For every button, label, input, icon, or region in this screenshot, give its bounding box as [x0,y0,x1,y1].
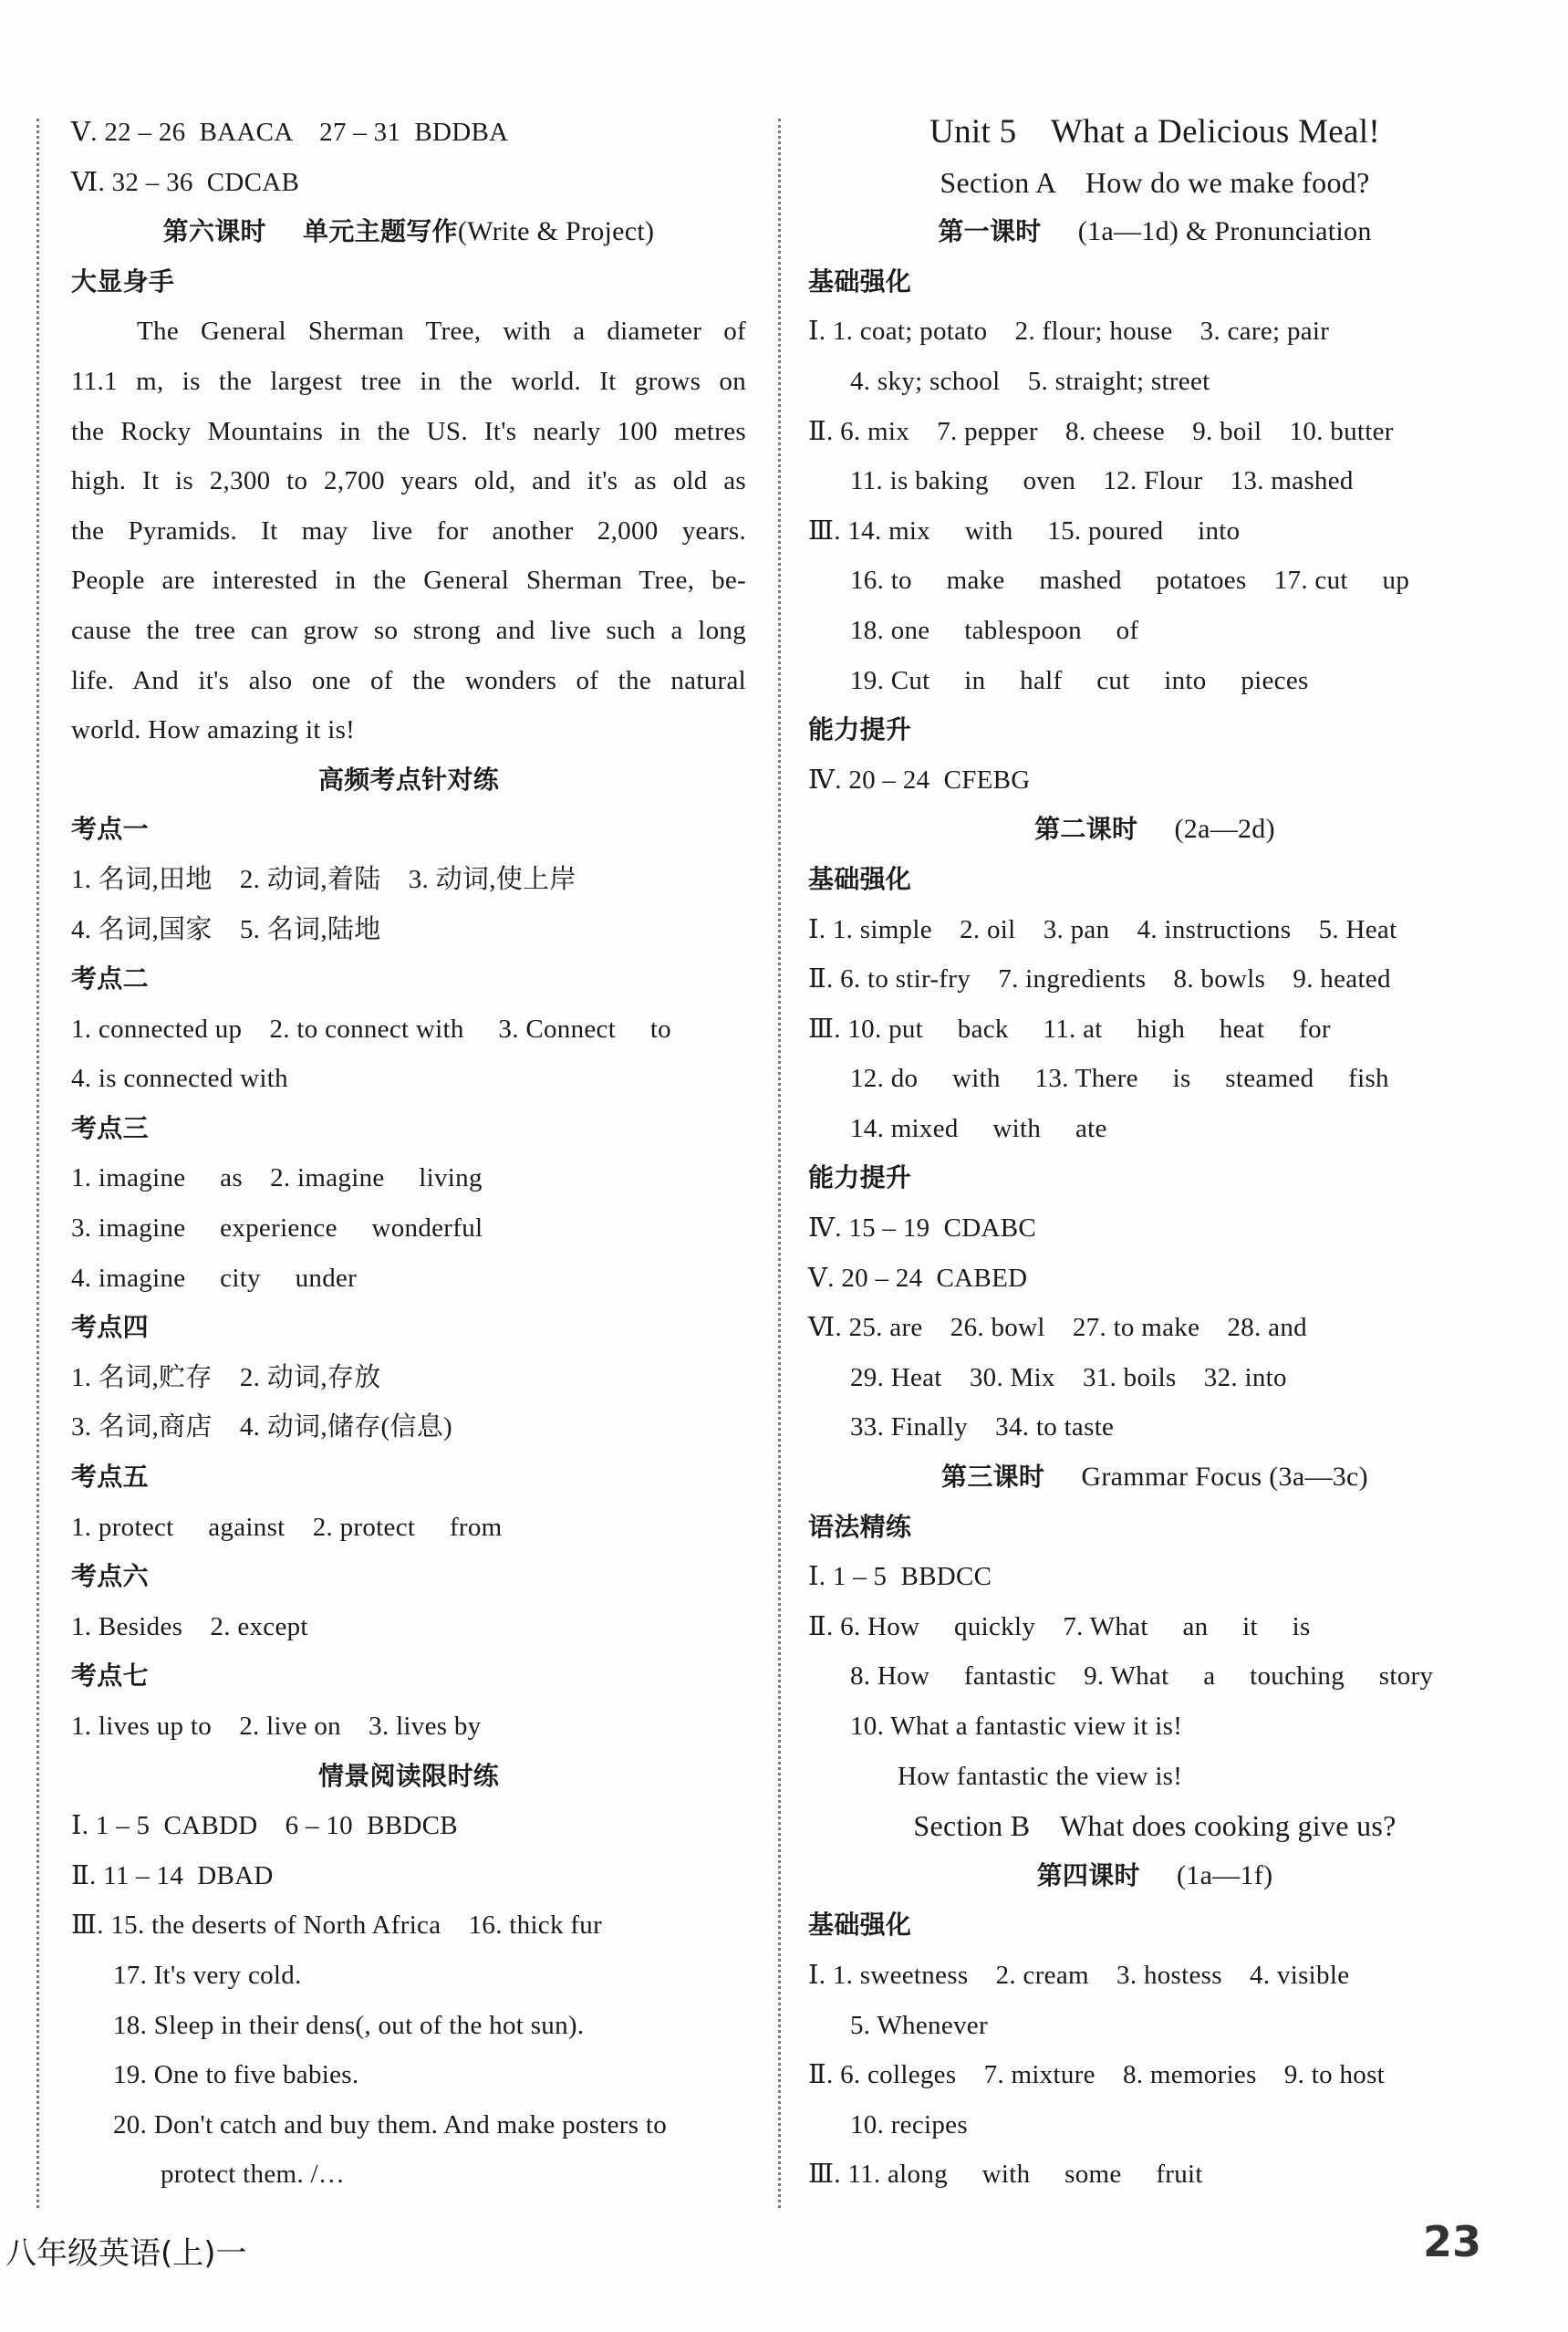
essay-line: 11.1 m, is the largest tree in the world. It grows on [71,366,746,396]
essay-line: the Pyramids. It may live for another 2,000 years. [71,515,746,546]
section-heading: 基础强化 [808,863,912,894]
answer-line: Ⅰ. 1 – 5 CABDD 6 – 10 BBDCB [71,1811,458,1841]
key-point-heading: 考点二 [71,963,149,994]
answer-line: 20. Don't catch and buy them. And make posters to [113,2109,668,2139]
essay-line: high. It is 2,300 to 2,700 years old, and it's as old as [71,466,746,496]
answer-line: 10. recipes [850,2109,968,2139]
lesson-title: 情景阅读限时练 [317,1760,500,1791]
lesson-title: 第二课时 (2a—2d) [1034,814,1275,845]
answer-line: Ⅳ. 15 – 19 CDABC [808,1213,1036,1244]
answer-line: Ⅴ. 20 – 24 CABED [808,1263,1028,1293]
key-point-heading: 考点五 [71,1462,149,1493]
key-point-heading: 考点六 [71,1561,149,1592]
lesson-title: 高频考点针对练 [317,764,500,795]
page-number: 23 [1423,2217,1482,2266]
answer-line: Ⅵ. 32 – 36 CDCAB [71,167,300,197]
answer-line: 18. one tablespoon of [850,615,1139,645]
answer-line: 10. What a fantastic view it is! [850,1712,1183,1741]
answer-line: 29. Heat 30. Mix 31. boils 32. into [850,1362,1287,1392]
section-heading: 基础强化 [808,1910,912,1941]
answer-line: Ⅵ. 25. are 26. bowl 27. to make 28. and [808,1313,1307,1343]
column-divider-dotted-line [778,119,781,2208]
answer-line: 18. Sleep in their dens(, out of the hot sun). [113,2010,585,2040]
answer-line: Ⅰ. 1 – 5 BBDCC [808,1562,992,1592]
key-point-heading: 考点一 [71,814,149,845]
answer-line: 4. is connected with [71,1064,288,1094]
answer-line: 1. lives up to 2. live on 3. lives by [71,1712,482,1741]
left-margin-dotted-line [36,119,39,2208]
answer-line: Ⅲ. 11. along with some fruit [808,2160,1203,2190]
section-heading: 能力提升 [808,714,912,745]
answer-line: 1. protect against 2. protect from [71,1512,503,1542]
section-title: Section A How do we make food? [940,165,1370,199]
answer-line: Ⅰ. 1. coat; potato 2. flour; house 3. care; pair [808,317,1330,347]
answer-line: 5. Whenever [850,2010,988,2040]
answer-line: 11. is baking oven 12. Flour 13. mashed [850,466,1354,496]
answer-line: How fantastic the view is! [898,1761,1183,1791]
answer-line: 4. 名词,国家 5. 名词,陆地 [71,914,381,944]
section-title: Section B What does cooking give us? [913,1809,1397,1843]
essay-line: life. And it's also one of the wonders of the natural [71,665,746,695]
answer-line: 1. 名词,贮存 2. 动词,存放 [71,1362,381,1392]
book-title-footer: 八年级英语(上)一 [5,2235,247,2272]
left-column [71,108,746,2200]
answer-line: Ⅱ. 6. mix 7. pepper 8. cheese 9. boil 10. butter [808,416,1394,446]
answer-line: 1. imagine as 2. imagine living [71,1163,483,1193]
essay-line: the Rocky Mountains in the US. It's nearly 100 metres [71,416,746,446]
unit-title: Unit 5 What a Delicious Meal! [929,113,1380,151]
key-point-heading: 考点七 [71,1661,149,1692]
answer-line: 19. One to five babies. [113,2060,359,2090]
answer-line: 33. Finally 34. to taste [850,1412,1115,1442]
right-column [808,108,1501,2200]
answer-line: Ⅱ. 11 – 14 DBAD [71,1860,274,1890]
essay-line: The General Sherman Tree, with a diameter of [137,317,746,347]
essay-line: world. How amazing it is! [71,715,356,745]
essay-line: cause the tree can grow so strong and live such a long [71,615,746,645]
essay-line: People are interested in the General Sherman Tree, be- [71,566,746,596]
answer-line: 1. connected up 2. to connect with 3. Connect to [71,1014,671,1044]
answer-line: 4. sky; school 5. straight; street [850,366,1210,396]
lesson-title: 第一课时 (1a—1d) & Pronunciation [938,216,1372,247]
lesson-title: 第六课时 单元主题写作(Write & Project) [162,216,655,247]
lesson-title: 第三课时 Grammar Focus (3a—3c) [941,1462,1368,1493]
answer-line: Ⅲ. 14. mix with 15. poured into [808,515,1241,546]
answer-line: 3. 名词,商店 4. 动词,储存(信息) [71,1412,453,1442]
answer-line: 1. 名词,田地 2. 动词,着陆 3. 动词,使上岸 [71,864,576,894]
answer-line: 3. imagine experience wonderful [71,1213,483,1244]
answer-line: 16. to make mashed potatoes 17. cut up [850,566,1410,596]
answer-line: Ⅰ. 1. sweetness 2. cream 3. hostess 4. visible [808,1960,1350,1990]
answer-line: 1. Besides 2. except [71,1611,308,1641]
answer-line: Ⅲ. 10. put back 11. at high heat for [808,1014,1331,1044]
answer-line: 12. do with 13. There is steamed fish [850,1064,1389,1094]
answer-line: 8. How fantastic 9. What a touching story [850,1661,1434,1692]
answer-line: 19. Cut in half cut into pieces [850,665,1309,695]
answer-line: Ⅳ. 20 – 24 CFEBG [808,765,1031,795]
answer-line: 4. imagine city under [71,1263,358,1293]
lesson-title: 第四课时 (1a—1f) [1036,1859,1273,1890]
answer-line: protect them. /… [161,2160,346,2190]
answer-line: Ⅱ. 6. colleges 7. mixture 8. memories 9. to host [808,2060,1386,2090]
answer-line: 17. It's very cold. [113,1960,302,1990]
section-heading: 语法精练 [808,1511,912,1542]
answer-line: Ⅴ. 22 – 26 BAACA 27 – 31 BDDBA [71,118,509,147]
key-point-heading: 考点四 [71,1312,149,1343]
answer-line: Ⅲ. 15. the deserts of North Africa 16. thick fur [71,1910,603,1941]
key-point-heading: 考点三 [71,1112,149,1143]
section-heading: 基础强化 [808,265,912,297]
answer-line: Ⅱ. 6. to stir-fry 7. ingredients 8. bowls 9. heated [808,964,1391,994]
section-heading: 大显身手 [71,265,175,297]
section-heading: 能力提升 [808,1162,912,1193]
answer-line: Ⅱ. 6. How quickly 7. What an it is [808,1611,1311,1641]
answer-line: 14. mixed with ate [850,1113,1107,1143]
answer-line: Ⅰ. 1. simple 2. oil 3. pan 4. instructions 5. Heat [808,914,1397,944]
